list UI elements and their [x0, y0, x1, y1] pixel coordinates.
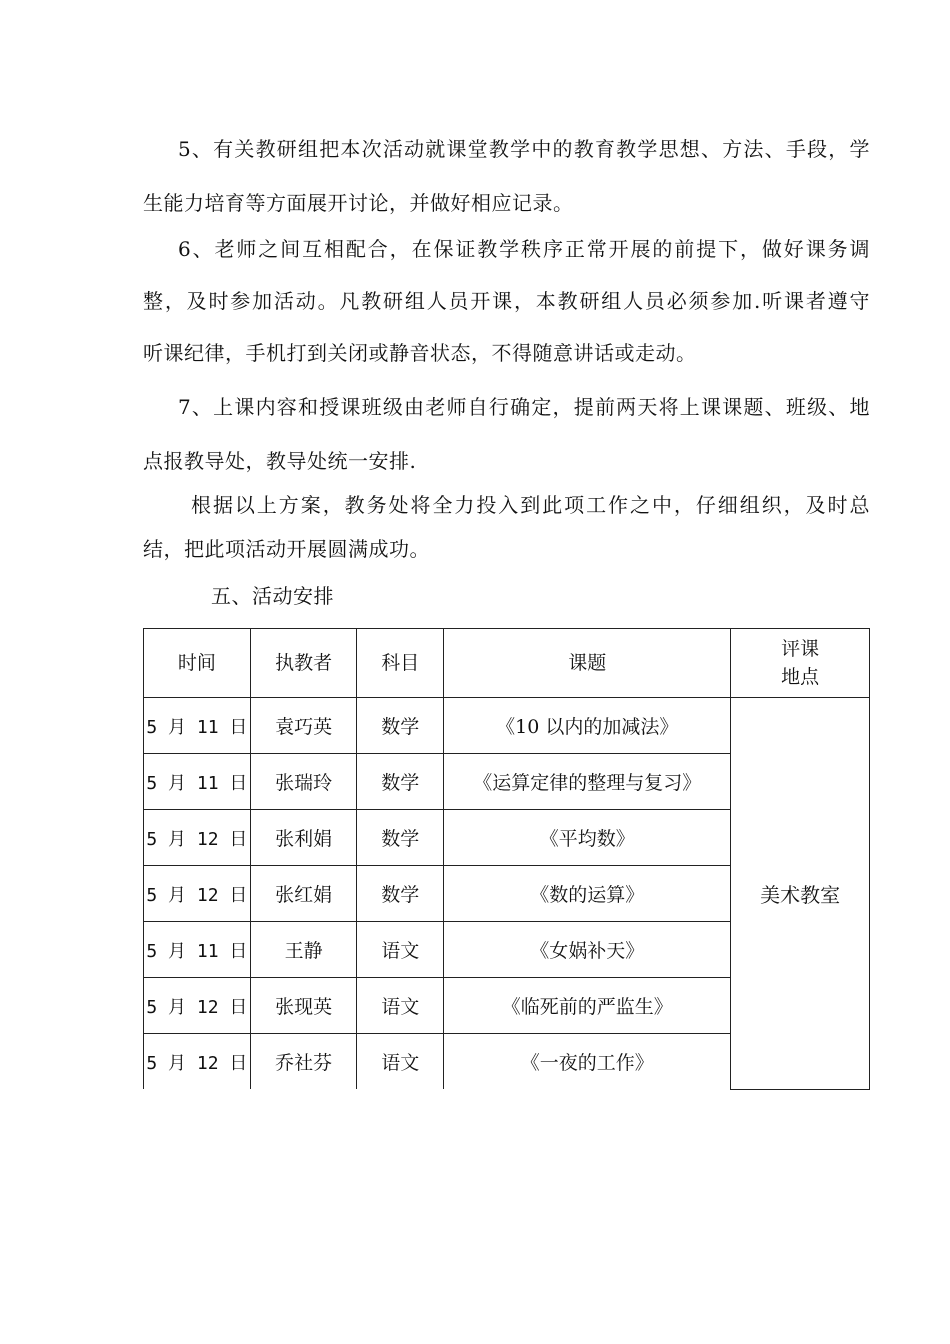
row-teacher: 乔社芬 — [250, 1034, 357, 1090]
header-place-line1: 评课 — [781, 638, 820, 660]
header-teacher: 执教者 — [250, 629, 357, 698]
row-topic: 《运算定律的整理与复习》 — [444, 754, 731, 810]
row-teacher: 袁巧英 — [250, 698, 357, 754]
table-header-row — [144, 629, 870, 698]
row-date: 5 月 11 日 — [144, 698, 251, 754]
paragraph-line: 6、老师之间互相配合，在保证教学秩序正常开展的前提下，做好课务调 — [178, 237, 870, 261]
paragraph-line: 7、上课内容和授课班级由老师自行确定，提前两天将上课课题、班级、地 — [178, 395, 870, 419]
paragraph-item-6 — [143, 223, 870, 379]
row-subject: 数学 — [357, 698, 444, 754]
activity-schedule-table — [143, 628, 870, 1090]
paragraph-line: 听课纪律，手机打到关闭或静音状态，不得随意讲话或走动。 — [143, 341, 697, 365]
paragraph-line: 结，把此项活动开展圆满成功。 — [143, 537, 430, 561]
row-subject: 数学 — [357, 810, 444, 866]
row-topic: 《平均数》 — [444, 810, 731, 866]
row-subject: 语文 — [357, 978, 444, 1034]
paragraph-line: 根据以上方案，教务处将全力投入到此项工作之中，仔细组织，及时总 — [191, 493, 870, 517]
row-date: 5 月 12 日 — [144, 866, 251, 922]
row-teacher: 张瑞玲 — [250, 754, 357, 810]
row-date: 5 月 12 日 — [144, 810, 251, 866]
row-topic: 《女娲补天》 — [444, 922, 731, 978]
header-subject: 科目 — [357, 629, 444, 698]
row-teacher: 张现英 — [250, 978, 357, 1034]
row-subject: 数学 — [357, 754, 444, 810]
place-cell: 美术教室 — [731, 698, 870, 1090]
section-title: 五、活动安排 — [211, 584, 334, 608]
row-subject: 数学 — [357, 866, 444, 922]
row-date: 5 月 12 日 — [144, 1034, 251, 1090]
row-topic: 《临死前的严监生》 — [444, 978, 731, 1034]
row-date: 5 月 11 日 — [144, 922, 251, 978]
header-place — [731, 629, 870, 698]
row-topic: 《一夜的工作》 — [444, 1034, 731, 1090]
row-teacher: 张红娟 — [250, 866, 357, 922]
paragraph-line: 5、有关教研组把本次活动就课堂教学中的教育教学思想、方法、手段，学 — [178, 137, 870, 161]
row-subject: 语文 — [357, 1034, 444, 1090]
header-date: 时间 — [144, 629, 251, 698]
row-subject: 语文 — [357, 922, 444, 978]
row-teacher: 王静 — [250, 922, 357, 978]
row-date: 5 月 12 日 — [144, 978, 251, 1034]
paragraph-line: 生能力培育等方面展开讨论，并做好相应记录。 — [143, 191, 574, 215]
table-row — [144, 698, 870, 754]
closing-paragraph — [143, 483, 870, 571]
header-place-line2: 地点 — [781, 666, 820, 688]
header-topic: 课题 — [444, 629, 731, 698]
paragraph-item-7 — [143, 380, 870, 488]
row-teacher: 张利娟 — [250, 810, 357, 866]
paragraph-line: 整，及时参加活动。凡教研组人员开课，本教研组人员必须参加.听课者遵守 — [143, 289, 870, 313]
row-date: 5 月 11 日 — [144, 754, 251, 810]
paragraph-item-5 — [143, 122, 870, 230]
paragraph-line: 点报教导处，教导处统一安排. — [143, 449, 417, 473]
row-topic: 《数的运算》 — [444, 866, 731, 922]
row-topic: 《10 以内的加减法》 — [444, 698, 731, 754]
